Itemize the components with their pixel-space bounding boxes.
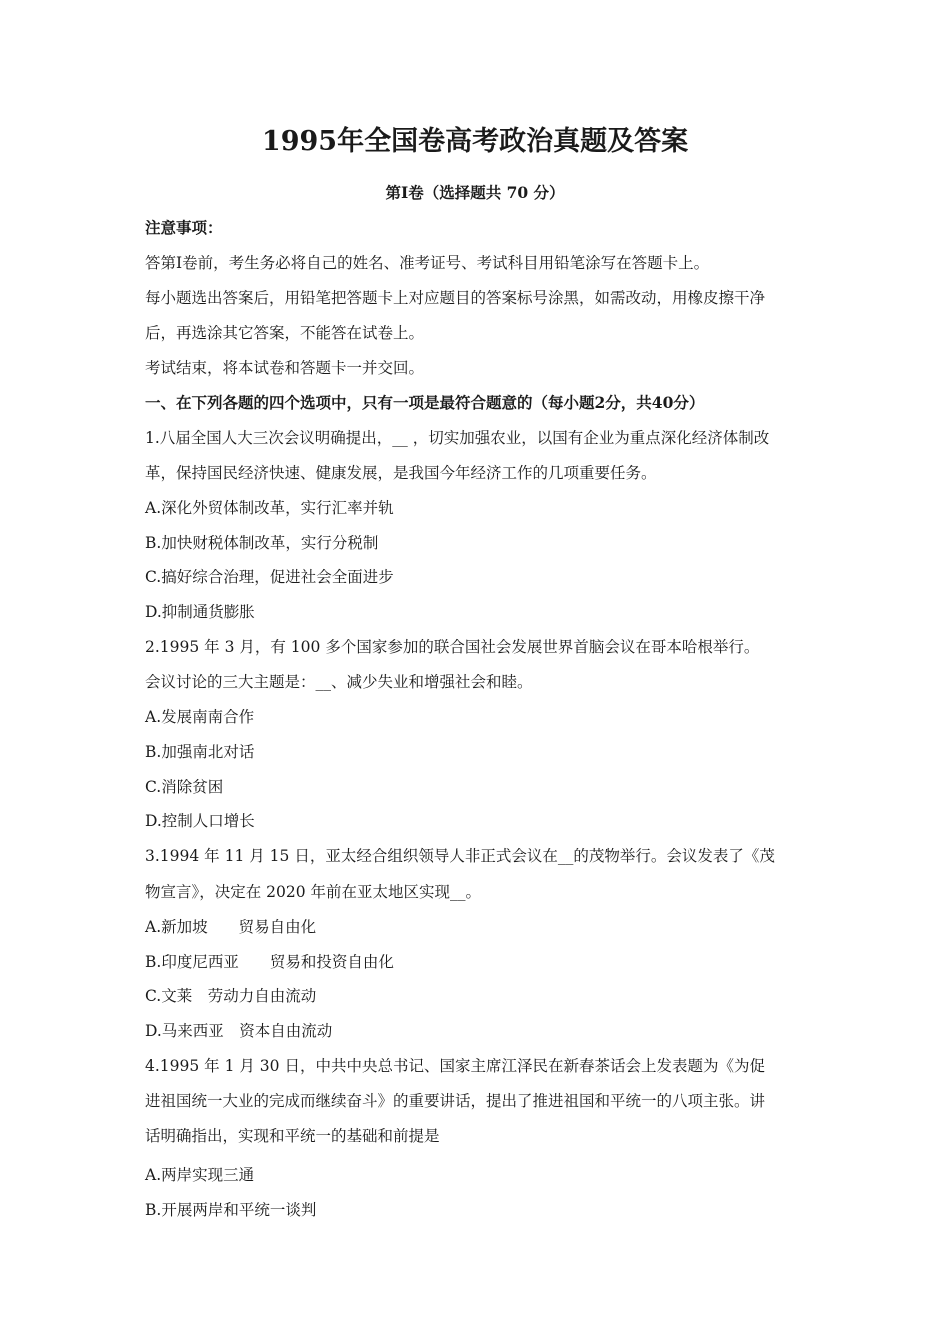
question-stem-line: 1.八届全国人大三次会议明确提出，__ ，切实加强农业，以国有企业为重点深化经济体制改 bbox=[145, 429, 770, 447]
notice-line: 考试结束，将本试卷和答题卡一并交回。 bbox=[145, 359, 425, 377]
question-stem-line: 3.1994 年 11 月 15 日，亚太经合组织领导人非正式会议在__的茂物举行。会议发表了《茂 bbox=[145, 847, 775, 865]
notice-line: 后，再选涂其它答案，不能答在试卷上。 bbox=[145, 324, 425, 342]
section-heading: 一、在下列各题的四个选项中，只有一项是最符合题意的（每小题2分，共40分） bbox=[145, 393, 705, 412]
answer-option: D.抑制通货膨胀 bbox=[145, 603, 255, 621]
notice-line: 每小题选出答案后，用铅笔把答题卡上对应题目的答案标号涂黑，如需改动，用橡皮擦干净 bbox=[145, 289, 766, 307]
question-stem-line: 2.1995 年 3 月，有 100 多个国家参加的联合国社会发展世界首脑会议在哥本哈根举行。 bbox=[145, 638, 760, 656]
answer-option: B.加快财税体制改革，实行分税制 bbox=[145, 534, 379, 552]
answer-option: D.马来西亚 资本自由流动 bbox=[145, 1022, 333, 1040]
answer-option: A.新加坡 贸易自由化 bbox=[145, 918, 317, 936]
answer-option: D.控制人口增长 bbox=[145, 812, 255, 830]
answer-option: B.印度尼西亚 贸易和投资自由化 bbox=[145, 953, 394, 971]
answer-option: C.文莱 劳动力自由流动 bbox=[145, 987, 317, 1005]
question-stem-line: 进祖国统一大业的完成而继续奋斗》的重要讲话，提出了推进祖国和平统一的八项主张。讲 bbox=[145, 1092, 766, 1110]
answer-option: B.开展两岸和平统一谈判 bbox=[145, 1201, 317, 1219]
notice-heading: 注意事项： bbox=[145, 218, 223, 237]
answer-option: B.加强南北对话 bbox=[145, 743, 255, 761]
document-title: 1995年全国卷高考政治真题及答案 bbox=[261, 126, 689, 157]
paper-part-heading: 第Ⅰ卷（选择题共 70 分） bbox=[385, 183, 565, 202]
answer-option: A.发展南南合作 bbox=[145, 708, 255, 726]
question-stem-line: 会议讨论的三大主题是：__、减少失业和增强社会和睦。 bbox=[145, 673, 533, 691]
answer-option: A.深化外贸体制改革，实行汇率并轨 bbox=[145, 499, 394, 517]
question-stem-line: 物宣言》，决定在 2020 年前在亚太地区实现__。 bbox=[145, 883, 482, 901]
answer-option: C.消除贫困 bbox=[145, 778, 224, 796]
answer-option: A.两岸实现三通 bbox=[145, 1166, 255, 1184]
answer-option: C.搞好综合治理，促进社会全面进步 bbox=[145, 568, 394, 586]
question-stem-line: 话明确指出，实现和平统一的基础和前提是 bbox=[145, 1127, 440, 1145]
question-stem-line: 4.1995 年 1 月 30 日，中共中央总书记、国家主席江泽民在新春茶话会上发表题为《为促 bbox=[145, 1057, 765, 1075]
question-stem-line: 革，保持国民经济快速、健康发展，是我国今年经济工作的几项重要任务。 bbox=[145, 464, 657, 482]
notice-line: 答第Ⅰ卷前，考生务必将自己的姓名、准考证号、考试科目用铅笔涂写在答题卡上。 bbox=[145, 254, 710, 272]
